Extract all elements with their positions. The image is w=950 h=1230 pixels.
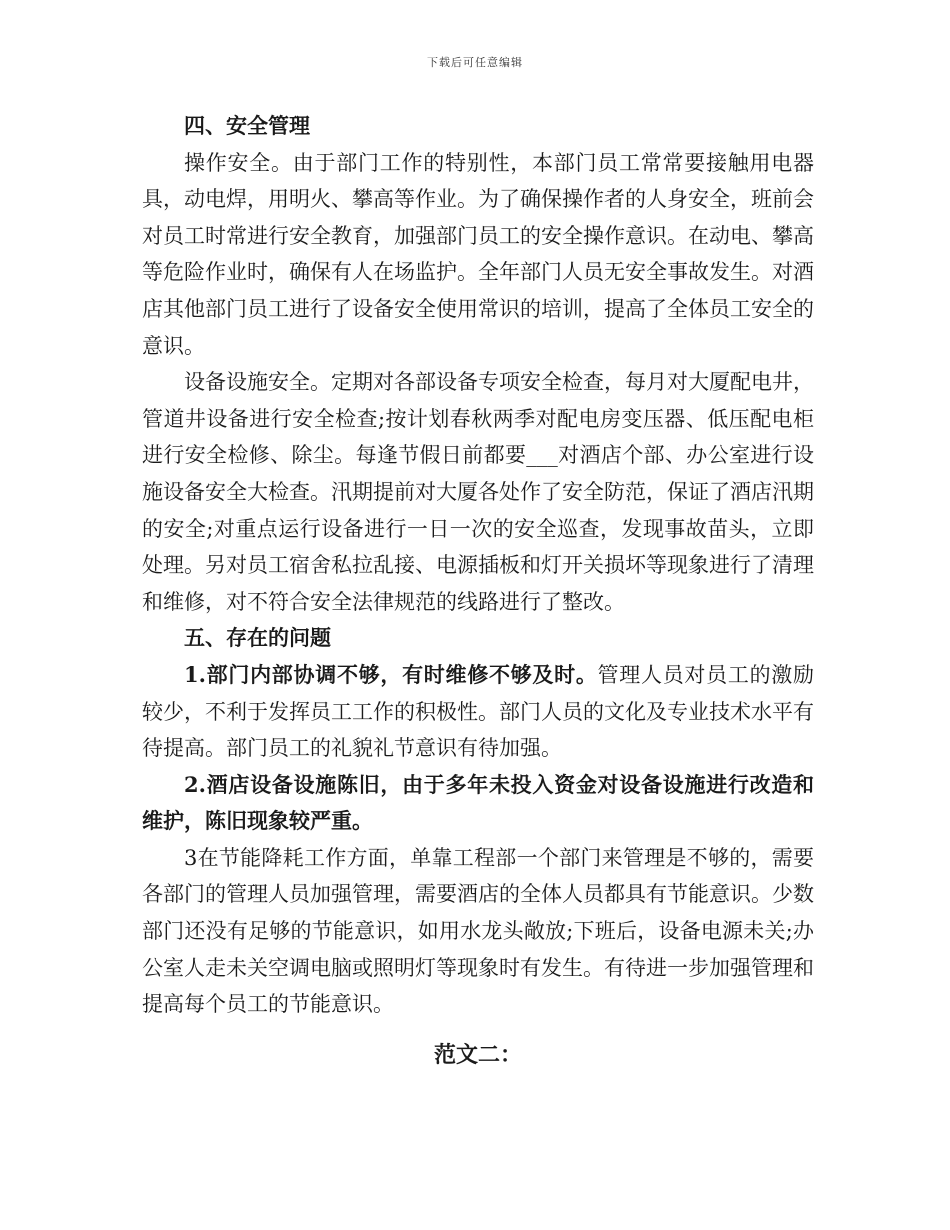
section-5-item-1-lead: 1.部门内部协调不够，有时维修不够及时。	[184, 661, 598, 687]
section-4-paragraph-1: 操作安全。由于部门工作的特别性，本部门员工常常要接触用电器具，动电焊，用明火、攀高等作业。为了确保操作者的人身安全，班前会对员工时常进行安全教育，加强部门员工的安全操作意识。在动电、攀高等危险作业时，确保有人在场监护。全年部门人员无安全事故发生。对酒店其他部门员工进行了设备安全使用常识的培训，提高了全体员工安全的意识。	[142, 150, 814, 358]
section-5-item-1-text: 管理人员对员工的激励较少，不利于发挥员工工作的积极性。部门人员的文化及专业技术水平有待提高。部门员工的礼貌礼节意识有待加强。	[142, 662, 814, 761]
section-5-item-2: 2.酒店设备设施陈旧，由于多年未投入资金对设备设施进行改造和维护，陈旧现象较严重。	[142, 771, 814, 834]
document-body	[142, 108, 814, 1073]
page-header: 下载后可任意编辑	[427, 56, 523, 69]
section-5-item-3: 3在节能降耗工作方面，单靠工程部一个部门来管理是不够的，需要各部门的管理人员加强管理，需要酒店的全体人员都具有节能意识。少数部门还没有足够的节能意识，如用水龙头敞放;下班后，设备电源未关;办公室人走未关空调电脑或照明灯等现象时有发生。有待进一步加强管理和提高每个员工的节能意识。	[142, 845, 814, 1017]
spacer	[142, 1023, 814, 1037]
section-5-item-1	[142, 657, 814, 767]
section-4-paragraph-2: 设备设施安全。定期对各部设备专项安全检查，每月对大厦配电井，管道井设备进行安全检查;按计划春秋两季对配电房变压器、低压配电柜进行安全检修、除尘。每逢节假日前都要___对酒店个部、办公室进行设施设备安全大检查。汛期提前对大厦各处作了安全防范，保证了酒店汛期的安全;对重点运行设备进行一日一次的安全巡查，发现事故苗头，立即处理。另对员工宿舍私拉乱接、电源插板和灯开关损坏等现象进行了清理和维修，对不符合安全法律规范的线路进行了整改。	[142, 370, 814, 614]
subtitle-sample-2: 范文二：	[433, 1041, 522, 1068]
section-4-title: 四、安全管理	[184, 113, 310, 138]
section-5-title: 五、存在的问题	[184, 625, 331, 651]
